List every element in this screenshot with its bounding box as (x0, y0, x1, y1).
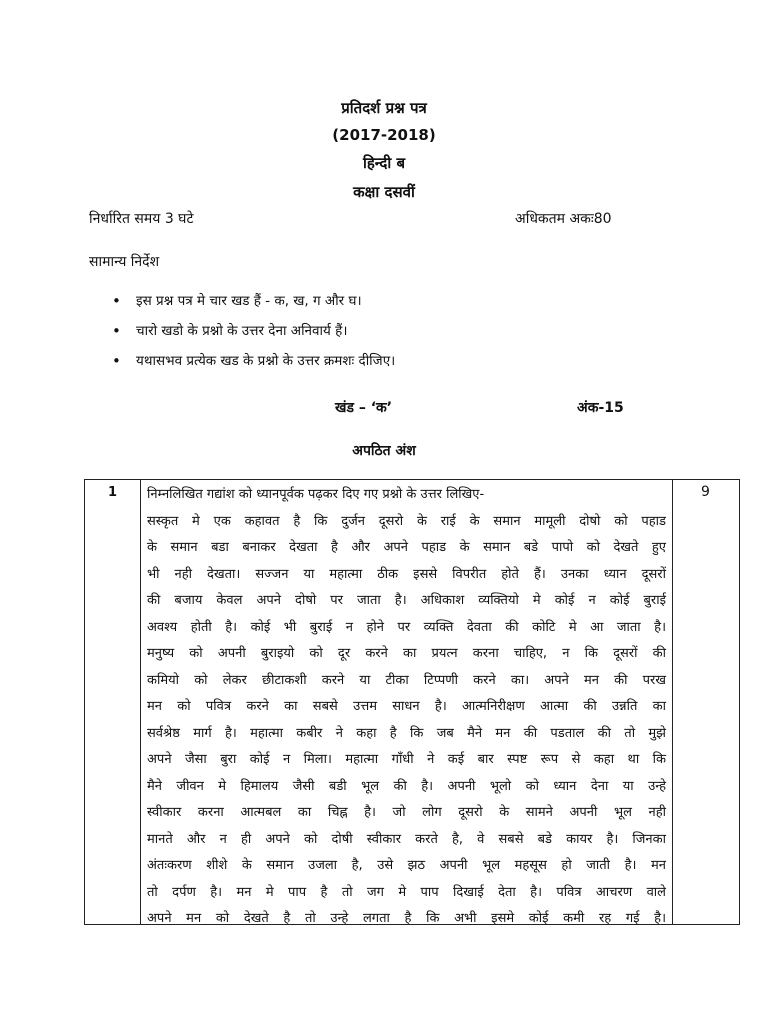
section-subtitle: अपठित अंश (352, 443, 416, 459)
question-marks: 9 (701, 484, 710, 500)
question-table (84, 479, 740, 925)
passage-line: सस्कृत मे एक कहावत है कि दुर्जन दूसरो के राई के समान मामूली दोषो को पहाड (147, 513, 666, 529)
passage-line: अपने जैसा बुरा कोई न मिला। महात्मा गाँधी ने कई बार स्पष्ट रूप से कहा था कि (147, 752, 666, 767)
instruction-item: • इस प्रश्न पत्र मे चार खड हैं - क, ख, ग और घ। (112, 290, 395, 320)
subject-name: हिन्दी ब (362, 154, 406, 172)
passage-line: मनुष्य को अपनी बुराइयो को दूर करने का प्रयत्न करना चाहिए, न कि दूसरों की (147, 646, 666, 661)
passage-line: अंतःकरण शीशे के समान उजला है, उसे झठ अपनी भूल महसूस हो जाती है। मन (147, 858, 666, 873)
maximum-marks: अधिकतम अकः80 (515, 211, 612, 227)
passage-line: मैने जीवन मे हिमालय जैसी बडी भूल की है। अपनी भूलो को ध्यान देना या उन्हे (147, 778, 666, 794)
passage-line: मानते और न ही अपने को दोषी स्वीकार करते है, वे सबसे बडे कायर है। जिनका (147, 831, 666, 847)
passage-line: के समान बडा बनाकर देखता है और अपने पहाड के समान बडे पापो को देखते हुए (147, 540, 666, 555)
passage-line: स्वीकार करना आत्मबल का चिह्न है। जो लोग दूसरो के सामने अपनी भूल नही (147, 805, 666, 820)
instruction-item: • यथासभव प्रत्येक खड के प्रश्नो के उत्तर क्रमशः दीजिए। (112, 350, 395, 380)
passage-line: तो दर्पण है। मन मे पाप है तो जग मे पाप दिखाई देता है। पवित्र आचरण वाले (147, 884, 666, 900)
question-passage (141, 480, 673, 924)
section-title: खंड – ‘क’ (335, 400, 393, 416)
instructions-heading: सामान्य निर्देश (89, 254, 160, 270)
passage-line: अपने मन को देखते है तो उन्हे लगता है कि अभी इसमे कोई कमी रह गई है। (147, 911, 666, 926)
passage-line: मन को पवित्र करने का सबसे उत्तम साधन है। आत्मनिरीक्षण आत्मा की उन्नति का (147, 699, 666, 714)
passage-line: अवश्य होती है। कोई भी बुराई न होने पर व्यक्ति देवता की कोटि मे आ जाता है। (147, 619, 666, 635)
passage-line: कमियो को लेकर छीटाकशी करने या टीका टिप्पणी करने का। अपने मन की परख (147, 672, 666, 688)
passage-line: भी नही देखता। सज्जन या महात्मा ठीक इससे विपरीत होते हैं। उनका ध्यान दूसरों (147, 566, 666, 582)
question-number: 1 (85, 480, 141, 924)
paper-title: प्रतिदर्श प्रश्न पत्र (341, 99, 427, 117)
section-marks: अंक-15 (577, 400, 624, 416)
class-name: कक्षा दसवीं (353, 183, 415, 201)
passage-line: निम्नलिखित गद्यांश को ध्यानपूर्वक पढ़कर दिए गए प्रश्नो के उत्तर लिखिए- (147, 487, 485, 502)
passage-line: की बजाय केवल अपने दोषो पर जाता है। अधिकाश व्यक्तियो मे कोई न कोई बुराई (147, 593, 666, 608)
passage-line: सर्वश्रेष्ठ मार्ग है। महात्मा कबीर ने कहा है कि जब मैने मन की पडताल की तो मुझे (147, 725, 666, 741)
time-allowed: निर्धारित समय 3 घटे (89, 211, 194, 227)
instructions-list (112, 290, 395, 380)
instruction-item: • चारो खडो के प्रश्नो के उत्तर देना अनिवार्य हैं। (112, 320, 395, 350)
session-year: (2017-2018) (332, 126, 436, 144)
